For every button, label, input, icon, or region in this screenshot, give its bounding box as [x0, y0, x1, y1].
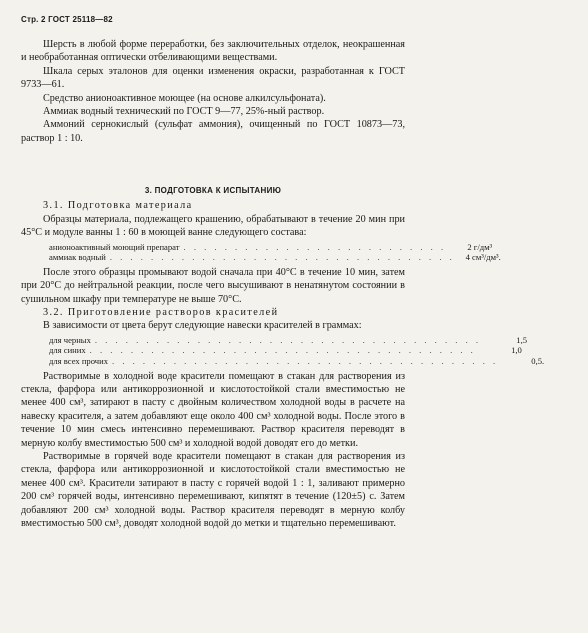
subsection-heading-3-2: 3.2. Приготовление растворов красителей — [43, 307, 279, 319]
subsection-heading-3-1: 3.1. Подготовка материала — [43, 200, 193, 212]
subsection-text-3-2: В зависимости от цвета берут следующие навески красителей в граммах: — [43, 320, 362, 332]
composition-row — [21, 252, 501, 263]
dot-leader: . . . . . . . . . . . . . . . . . . . . . . . . . . . . . . . . . . . . . . — [112, 356, 499, 367]
composition-row — [21, 241, 493, 253]
material-item: Аммоний сернокислый (сульфат аммония), очищенный по ГОСТ 10873—73, раствор 1 : 10. — [21, 119, 405, 144]
dye-weight-row — [21, 334, 528, 346]
row-value: 2 г/дм³ — [467, 241, 493, 252]
dye-weight-row — [21, 345, 522, 356]
subsection-text-3-1: Образцы материала, подлежащего крашению, обрабатывают в течение 20 мин при 45°С и модуле ванны 1 : 60 в моющей ванне следующего состава: — [21, 213, 405, 239]
row-value: 0,5. — [531, 356, 545, 367]
dye-weight-row — [21, 356, 545, 367]
row-label: для черных — [49, 334, 91, 345]
material-item: Средство анионоактивное моющее (на основе алкилсульфоната). — [43, 92, 326, 104]
paragraph-hot-water-dyes: Растворимые в горячей воде красители помещают в стакан для растворения из стекла, фарфора или антикоррозионной и кислотостойкой стали вместимостью не менее 400 см³. Красители затирают в пасту с горячей водой 1 : 1, заливают примерно 200 см³ горячей воды, интенсивно перемешивают, кипятят в течение (120±5) с. Затем добавляют 200 см³ холодной воды. Раствор красителя переводят в мерную колбу вместимостью 500 см³, доводят холодной водой до метки и тщательно перемешивают. — [21, 451, 405, 530]
page-header: Стр. 2 ГОСТ 25118—82 — [21, 15, 113, 24]
row-label: анионоактивный моющий препарат — [49, 241, 180, 252]
wash-bath-composition — [21, 241, 501, 263]
material-item: Шерсть в любой форме переработки, без заключительных отделок, неокрашенная и необработанная оптически отбеливающими веществами. — [21, 39, 405, 64]
row-label: для всех прочих — [49, 356, 109, 367]
row-value: 1,0 — [511, 345, 522, 356]
row-value: 4 см³/дм³. — [465, 252, 501, 263]
materials-list — [21, 38, 405, 145]
dot-leader: . . . . . . . . . . . . . . . . . . . . . . . . . . . . . . . . . . — [109, 252, 455, 263]
section-title: 3. ПОДГОТОВКА К ИСПЫТАНИЮ — [144, 186, 282, 195]
row-label: для синих — [49, 345, 86, 356]
material-item: Шкала серых эталонов для оценки изменения окраски, разработанная к ГОСТ 9733—61. — [21, 65, 405, 91]
dye-weights — [21, 334, 545, 367]
row-label: аммиак водный — [49, 252, 106, 263]
subsection-after-3-1: После этого образцы промывают водой сначала при 40°С в течение 10 мин, затем при 20°С до нейтральной реакции, после чего высушивают в ненатянутом состоянии в сушильном шкафу при температуре не выше 70°С. — [21, 266, 405, 305]
dot-leader: . . . . . . . . . . . . . . . . . . . . . . . . . . . . . . . . . . . . . . — [89, 345, 476, 356]
dot-leader: . . . . . . . . . . . . . . . . . . . . . . . . . . . . . . . . . . . . . . — [94, 334, 482, 345]
paragraph-cold-water-dyes: Растворимые в холодной воде красители помещают в стакан для растворения из стекла, фарфора или антикоррозионной и кислотостойкой стали вместимостью не менее 400 см³, затирают в пасту с двойным количеством холодной воды в расчете на навеску красителя, а затем добавляют еще около 400 см³ холодной воды. После этого в течение 10 мин смесь интенсивно перемешивают. Раствор красителя переводят в мерную колбу вместимостью 500 см³ и холодной водой доводят его до метки. — [21, 370, 405, 449]
dot-leader: . . . . . . . . . . . . . . . . . . . . . . . . . . — [183, 241, 447, 252]
material-item: Аммиак водный технический по ГОСТ 9—77, 25%-ный раствор. — [43, 106, 325, 118]
section-3 — [21, 184, 545, 531]
row-value: 1,5 — [516, 334, 528, 345]
